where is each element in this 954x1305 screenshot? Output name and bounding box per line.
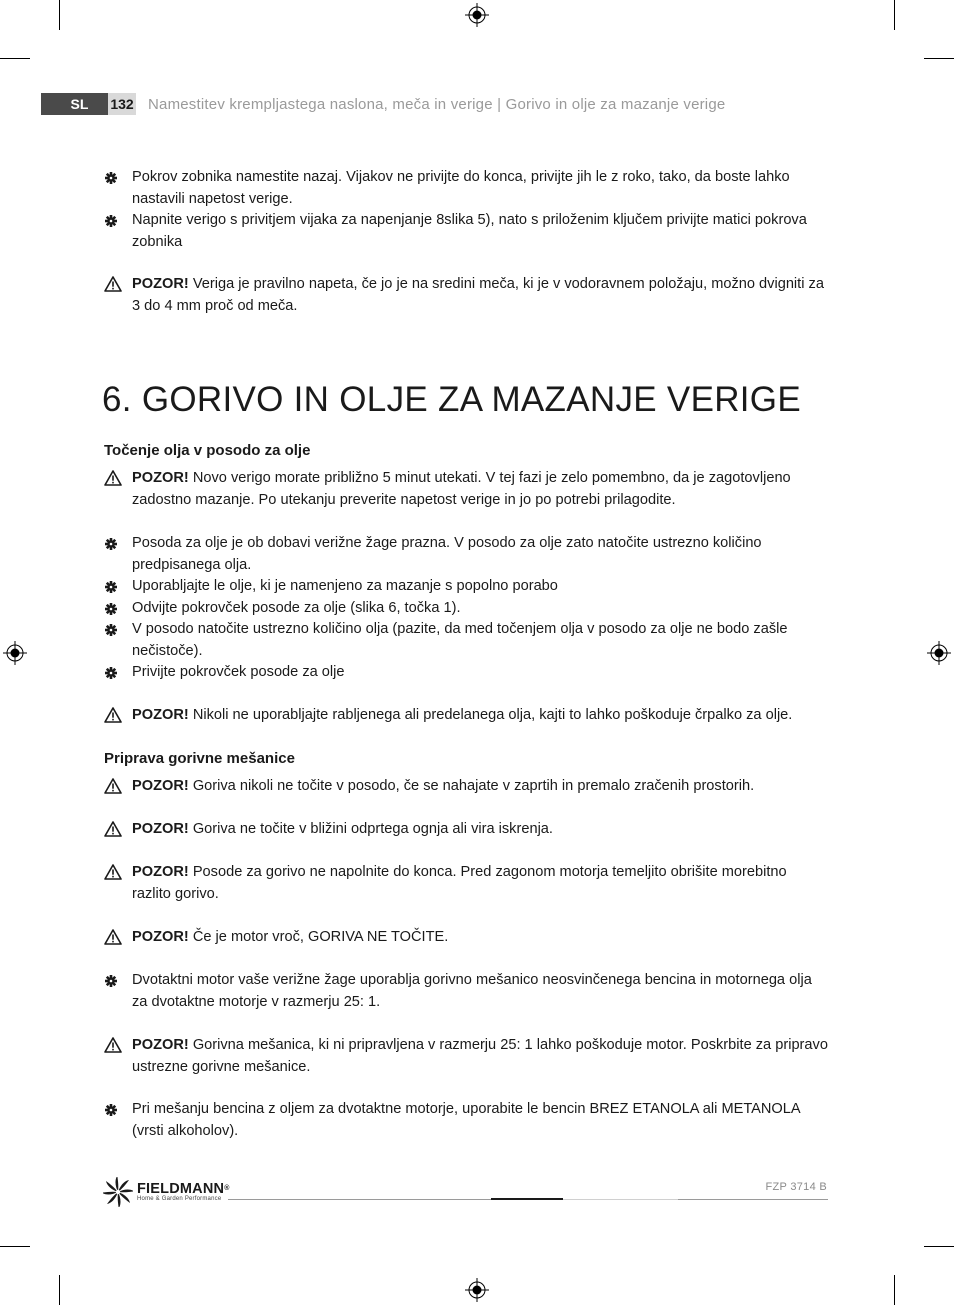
- warning-triangle-icon: [104, 778, 122, 794]
- item-text: [132, 1035, 828, 1078]
- item-text: Dvotaktni motor vaše verižne žage uporablja gorivno mešanico neosvinčenega bencina in motornega olja za dvotaktne motorje v razmerju 25: 1.: [132, 972, 812, 1010]
- item-text: Pokrov zobnika namestite nazaj. Vijakov ne privijte do konca, privijte jih le z roko, tako, da boste lahko nastavili napetost verige.: [132, 169, 790, 207]
- item-text: Odvijte pokrovček posode za olje (slika 6, točka 1).: [132, 600, 461, 616]
- item-text: [132, 274, 828, 317]
- gear-bullet-icon: [104, 623, 118, 637]
- brand-tagline: Home & Garden Performance: [137, 1196, 222, 1202]
- gear-bullet-icon: [104, 580, 118, 594]
- list-item: [104, 619, 828, 662]
- crop-mark: [924, 58, 954, 59]
- gear-bullet-icon: [104, 214, 118, 228]
- warning-note: [104, 274, 828, 317]
- crop-mark: [59, 0, 60, 30]
- subsection-title-fuel: Priprava gorivne mešanice: [104, 750, 295, 767]
- warning-triangle-icon: [104, 707, 122, 723]
- warning-label: POZOR!: [132, 470, 189, 486]
- warning-text: Goriva ne točite v bližini odprtega ognja ali vira iskrenja.: [188, 821, 553, 837]
- item-text: [132, 468, 828, 511]
- warning-label: POZOR!: [132, 707, 189, 723]
- model-number: FZP 3714 B: [765, 1181, 827, 1193]
- section-title: 6. GORIVO IN OLJE ZA MAZANJE VERIGE: [102, 380, 801, 419]
- warning-label: POZOR!: [132, 778, 189, 794]
- page-number: 132: [108, 93, 136, 115]
- item-text: V posodo natočite ustrezno količino olja (pazite, da med točenjem olja v posodo za olje ne bodo zašle nečistoče).: [132, 621, 788, 659]
- item-text: [132, 819, 828, 841]
- footer-rule: [228, 1199, 491, 1200]
- list-item: [104, 598, 828, 620]
- warning-label: POZOR!: [132, 821, 189, 837]
- item-text: Pri mešanju bencina z oljem za dvotaktne motorje, uporabite le bencin BREZ ETANOLA ali METANOLA (vrsti alkoholov).: [132, 1101, 800, 1139]
- footer-rule: [678, 1199, 828, 1200]
- list-item: [104, 576, 828, 598]
- gear-bullet-icon: [104, 171, 118, 185]
- list-item: [104, 210, 828, 253]
- subsection-title-oil: Točenje olja v posodo za olje: [104, 442, 311, 459]
- warning-triangle-icon: [104, 864, 122, 880]
- warning-note: [104, 776, 828, 798]
- warning-note: [104, 1035, 828, 1078]
- gear-bullet-icon: [104, 1103, 118, 1117]
- list-item: [104, 167, 828, 210]
- warning-note: [104, 927, 828, 949]
- warning-text: Nikoli ne uporabljajte rabljenega ali predelanega olja, kajti to lahko poškoduje črpalko za olje.: [188, 707, 793, 723]
- warning-triangle-icon: [104, 276, 122, 292]
- registration-mark-icon: [927, 641, 951, 665]
- item-text: Posoda za olje je ob dobavi verižne žage prazna. V posodo za olje zato natočite ustrezno količino predpisanega olja.: [132, 535, 762, 573]
- list-item: [104, 970, 828, 1013]
- warning-note: [104, 819, 828, 841]
- warning-text: Veriga je pravilno napeta, če jo je na sredini meča, ki je v vodoravnem položaju, možno dvigniti za 3 do 4 mm proč od meča.: [132, 276, 824, 314]
- crop-mark: [894, 1275, 895, 1305]
- list-item: [104, 1099, 828, 1142]
- brand-text: FIELDMANN: [137, 1181, 225, 1197]
- running-title: Namestitev krempljastega naslona, meča in verige | Gorivo in olje za mazanje verige: [148, 95, 726, 113]
- warning-label: POZOR!: [132, 276, 189, 292]
- trademark: ®: [224, 1185, 230, 1192]
- footer-rule-accent: [491, 1198, 563, 1200]
- crop-mark: [59, 1275, 60, 1305]
- warning-label: POZOR!: [132, 864, 189, 880]
- gear-bullet-icon: [104, 666, 118, 680]
- brand-name: [137, 1182, 230, 1196]
- language-badge: SL: [41, 93, 108, 115]
- footer-rule: [563, 1199, 678, 1200]
- gear-bullet-icon: [104, 602, 118, 616]
- fan-logo-icon: [103, 1177, 133, 1207]
- page-header: [41, 93, 725, 115]
- item-text: [132, 927, 828, 949]
- warning-label: POZOR!: [132, 929, 189, 945]
- item-text: [132, 776, 828, 798]
- registration-mark-icon: [465, 1278, 489, 1302]
- warning-triangle-icon: [104, 821, 122, 837]
- warning-triangle-icon: [104, 929, 122, 945]
- gear-bullet-icon: [104, 974, 118, 988]
- item-text: Uporabljajte le olje, ki je namenjeno za mazanje s popolno porabo: [132, 578, 558, 594]
- crop-mark: [894, 0, 895, 30]
- warning-text: Novo verigo morate približno 5 minut utekati. V tej fazi je zelo pomembno, da je zagotovljeno zadostno mazanje. Po utekanju preverite napetost verige in jo po potrebi prilagodite.: [132, 470, 791, 508]
- item-text: Napnite verigo s privitjem vijaka za napenjanje 8slika 5), nato s priloženim ključem privijte matici pokrova zobnika: [132, 212, 807, 250]
- warning-label: POZOR!: [132, 1037, 189, 1053]
- registration-mark-icon: [3, 641, 27, 665]
- warning-note: [104, 468, 828, 511]
- crop-mark: [924, 1246, 954, 1247]
- warning-note: [104, 705, 828, 727]
- warning-triangle-icon: [104, 470, 122, 486]
- item-text: Privijte pokrovček posode za olje: [132, 664, 345, 680]
- brand-logo: [103, 1177, 230, 1207]
- warning-triangle-icon: [104, 1037, 122, 1053]
- warning-text: Gorivna mešanica, ki ni pripravljena v razmerju 25: 1 lahko poškoduje motor. Poskrbite za pripravo ustrezne gorivne mešanice.: [132, 1037, 828, 1075]
- warning-text: Goriva nikoli ne točite v posodo, če se nahajate v zaprtih in premalo zračenih prostorih.: [188, 778, 755, 794]
- registration-mark-icon: [465, 3, 489, 27]
- list-item: [104, 533, 828, 576]
- crop-mark: [0, 58, 30, 59]
- gear-bullet-icon: [104, 537, 118, 551]
- warning-text: Posode za gorivo ne napolnite do konca. Pred zagonom motorja temeljito obrišite morebitno razlito gorivo.: [132, 864, 787, 902]
- item-text: [132, 862, 828, 905]
- list-item: [104, 662, 828, 684]
- warning-text: Če je motor vroč, GORIVA NE TOČITE.: [188, 929, 449, 945]
- crop-mark: [0, 1246, 30, 1247]
- warning-note: [104, 862, 828, 905]
- item-text: [132, 705, 828, 727]
